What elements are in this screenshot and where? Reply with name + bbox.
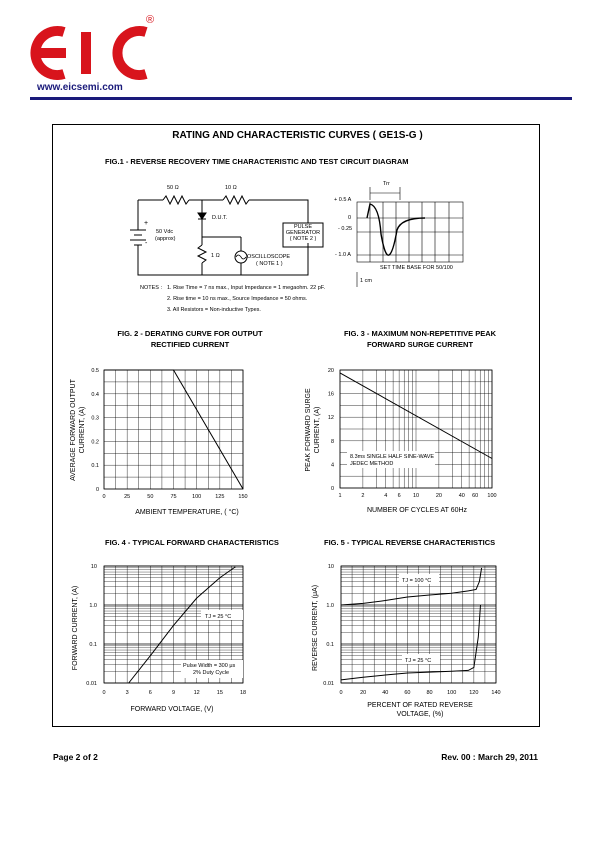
scope-line1: OSCILLOSCOPE — [247, 254, 291, 260]
fig3-ytick: 16 — [327, 391, 334, 398]
fig5-t100-label: TJ = 100 °C — [402, 578, 432, 584]
fig4-xtick: 0 — [102, 690, 106, 696]
fig3-ytick: 12 — [327, 415, 334, 422]
fig4-xtick: 3 — [125, 690, 129, 696]
fig3-xtick: 10 — [412, 493, 420, 499]
fig3-xtick: 2 — [361, 493, 365, 499]
fig4-xtick: 18 — [239, 690, 247, 696]
fig5-xtick: 100 — [447, 690, 457, 696]
fig5-xtick: 40 — [382, 690, 389, 696]
trr-waveform — [355, 182, 470, 287]
fig3-xtick: 6 — [397, 493, 401, 499]
fig4-temp-label: TJ = 25 °C — [205, 614, 232, 620]
fig5-ylabel: REVERSE CURRENT, (μA) — [312, 584, 319, 672]
source-label-2: (approx) — [155, 236, 176, 242]
fig4-xtick: 9 — [171, 690, 176, 696]
fig4-forward-chart — [60, 558, 270, 718]
fig2-xlabel: AMBIENT TEMPERATURE, ( °C) — [135, 509, 239, 516]
fig4-ytick: 10 — [90, 564, 97, 570]
fig4-xtick: 6 — [148, 690, 152, 696]
fig5-xlabel-2: VOLTAGE, (%) — [396, 711, 444, 718]
fig4-xlabel: FORWARD VOLTAGE, (V) — [130, 706, 214, 713]
r1-label: 50 Ω — [167, 185, 179, 191]
fig2-ytick: 0 — [95, 487, 99, 493]
fig4-pulse-1: Pulse Width = 300 μs — [183, 663, 236, 669]
fig3-note-2: JEDEC METHOD — [350, 461, 394, 467]
fig3-xtick: 1 — [338, 493, 342, 499]
fig3-ytick: 4 — [330, 462, 334, 469]
wave-label-minus1: - 1.0 A — [335, 252, 351, 258]
timebase-unit: 1 cm — [360, 278, 372, 284]
minus-sign: - — [145, 240, 148, 247]
wave-label-zero: 0 — [348, 215, 352, 221]
fig3-ytick: 20 — [327, 368, 334, 374]
pulse-gen-line2: GENERATOR — [285, 230, 321, 236]
fig5-ytick: 0.01 — [323, 681, 334, 687]
fig2-xtick: 50 — [147, 494, 154, 500]
fig5-xtick: 0 — [339, 690, 343, 696]
fig5-reverse-chart — [295, 558, 510, 728]
website-link[interactable]: www.eicsemi.com — [37, 82, 123, 93]
fig4-xtick: 12 — [193, 690, 200, 696]
fig5-xlabel-1: PERCENT OF RATED REVERSE — [367, 702, 473, 709]
wave-label-plus: + 0.5 A — [334, 197, 352, 203]
fig2-ytick: 0.3 — [91, 415, 99, 422]
fig4-xtick: 15 — [216, 690, 223, 696]
fig3-title-line1: FIG. 3 - MAXIMUM NON-REPETITIVE PEAK — [343, 329, 497, 338]
fig5-xtick: 120 — [469, 690, 479, 696]
note-3: 3. All Resistors = Non-inductive Types. — [167, 307, 261, 313]
fig5-ytick: 1.0 — [326, 603, 334, 609]
fig5-ytick: 0.1 — [326, 642, 334, 648]
fig3-ylabel-2: CURRENT, (A) — [314, 406, 321, 454]
fig3-xtick: 60 — [472, 493, 479, 499]
fig4-pulse-2: 2% Duty Cycle — [193, 670, 230, 676]
fig3-title-line2: FORWARD SURGE CURRENT — [366, 340, 474, 349]
wave-label-minus025: - 0.25 — [338, 226, 353, 232]
fig4-ytick: 1.0 — [89, 603, 97, 609]
fig2-xtick: 150 — [238, 494, 248, 500]
fig2-xtick: 75 — [170, 494, 177, 500]
fig2-ytick: 0.2 — [91, 439, 99, 446]
fig5-t25-label: TJ = 25 °C — [405, 658, 432, 664]
scope-line2: ( NOTE 1 ) — [256, 261, 283, 267]
fig2-derating-chart — [60, 360, 270, 520]
fig2-xtick: 0 — [102, 494, 106, 500]
fig5-xtick: 20 — [360, 690, 367, 696]
r3-label: 1 Ω — [211, 253, 220, 259]
fig2-title-line2: RECTIFIED CURRENT — [150, 340, 230, 349]
page-title: RATING AND CHARACTERISTIC CURVES ( GE1S-G ) — [172, 130, 423, 141]
fig3-ytick: 8 — [330, 438, 334, 445]
pulse-gen-line3: ( NOTE 2 ) — [289, 236, 317, 242]
fig3-ylabel-1: PEAK FORWARD SURGE — [305, 388, 312, 472]
fig5-xtick: 80 — [426, 690, 433, 696]
fig4-ytick: 0.01 — [86, 681, 97, 687]
timebase-label: SET TIME BASE FOR 50/100 — [380, 265, 453, 271]
note-1: 1. Rise Time = 7 ns max., Input Impedance = 1 megaohm. 22 pF. — [167, 285, 326, 291]
fig2-ytick: 0.4 — [91, 391, 99, 398]
notes-label: NOTES : — [140, 285, 163, 291]
fig2-ytick: 0.1 — [91, 463, 99, 470]
fig3-xtick: 100 — [487, 493, 497, 499]
fig2-ylabel-2: CURRENT, (A) — [79, 406, 86, 454]
eic-logo — [20, 18, 160, 80]
fig2-ylabel-1: AVERAGE FORWARD OUTPUT — [70, 379, 77, 481]
trr-label: Trr — [383, 181, 390, 187]
fig3-xtick: 40 — [458, 493, 465, 499]
fig2-xtick: 25 — [124, 494, 131, 500]
fig3-note-1: 8.3ms SINGLE HALF SINE-WAVE — [350, 454, 435, 460]
fig5-curve-tj25 — [341, 605, 481, 680]
fig2-ytick: 0.5 — [91, 368, 99, 374]
fig4-ytick: 0.1 — [89, 642, 97, 648]
fig3-ytick: 0 — [330, 486, 334, 492]
fig2-title-line1: FIG. 2 - DERATING CURVE FOR OUTPUT — [117, 329, 263, 338]
fig3-xtick: 20 — [435, 493, 442, 499]
page-number: Page 2 of 2 — [53, 752, 98, 762]
fig5-xtick: 140 — [491, 690, 501, 696]
fig5-ytick: 10 — [327, 564, 334, 570]
r2-label: 10 Ω — [225, 185, 237, 191]
source-label: 50 Vdc — [156, 229, 174, 235]
revision-date: Rev. 00 : March 29, 2011 — [441, 752, 538, 762]
fig2-xtick: 125 — [215, 494, 225, 500]
header-rule — [30, 97, 572, 100]
fig4-ylabel: FORWARD CURRENT, (A) — [72, 585, 79, 671]
plus-sign: + — [144, 220, 149, 227]
fig5-xtick: 60 — [404, 690, 411, 696]
fig2-xtick: 100 — [192, 494, 202, 500]
dut-label: D.U.T. — [212, 215, 228, 221]
fig4-title: FIG. 4 - TYPICAL FORWARD CHARACTERISTICS — [105, 538, 279, 547]
note-2: 2. Rise time = 10 ns max., Source Impedance = 50 ohms. — [167, 296, 308, 302]
fig1-title: FIG.1 - REVERSE RECOVERY TIME CHARACTERISTIC AND TEST CIRCUIT DIAGRAM — [105, 157, 409, 166]
fig3-xtick: 4 — [384, 493, 388, 499]
fig3-xlabel: NUMBER OF CYCLES AT 60Hz — [366, 507, 468, 514]
fig5-title: FIG. 5 - TYPICAL REVERSE CHARACTERISTICS — [324, 538, 496, 547]
registered-mark: ® — [146, 14, 155, 26]
fig3-surge-chart — [295, 360, 510, 520]
pulse-gen-line1: PULSE — [293, 224, 313, 230]
